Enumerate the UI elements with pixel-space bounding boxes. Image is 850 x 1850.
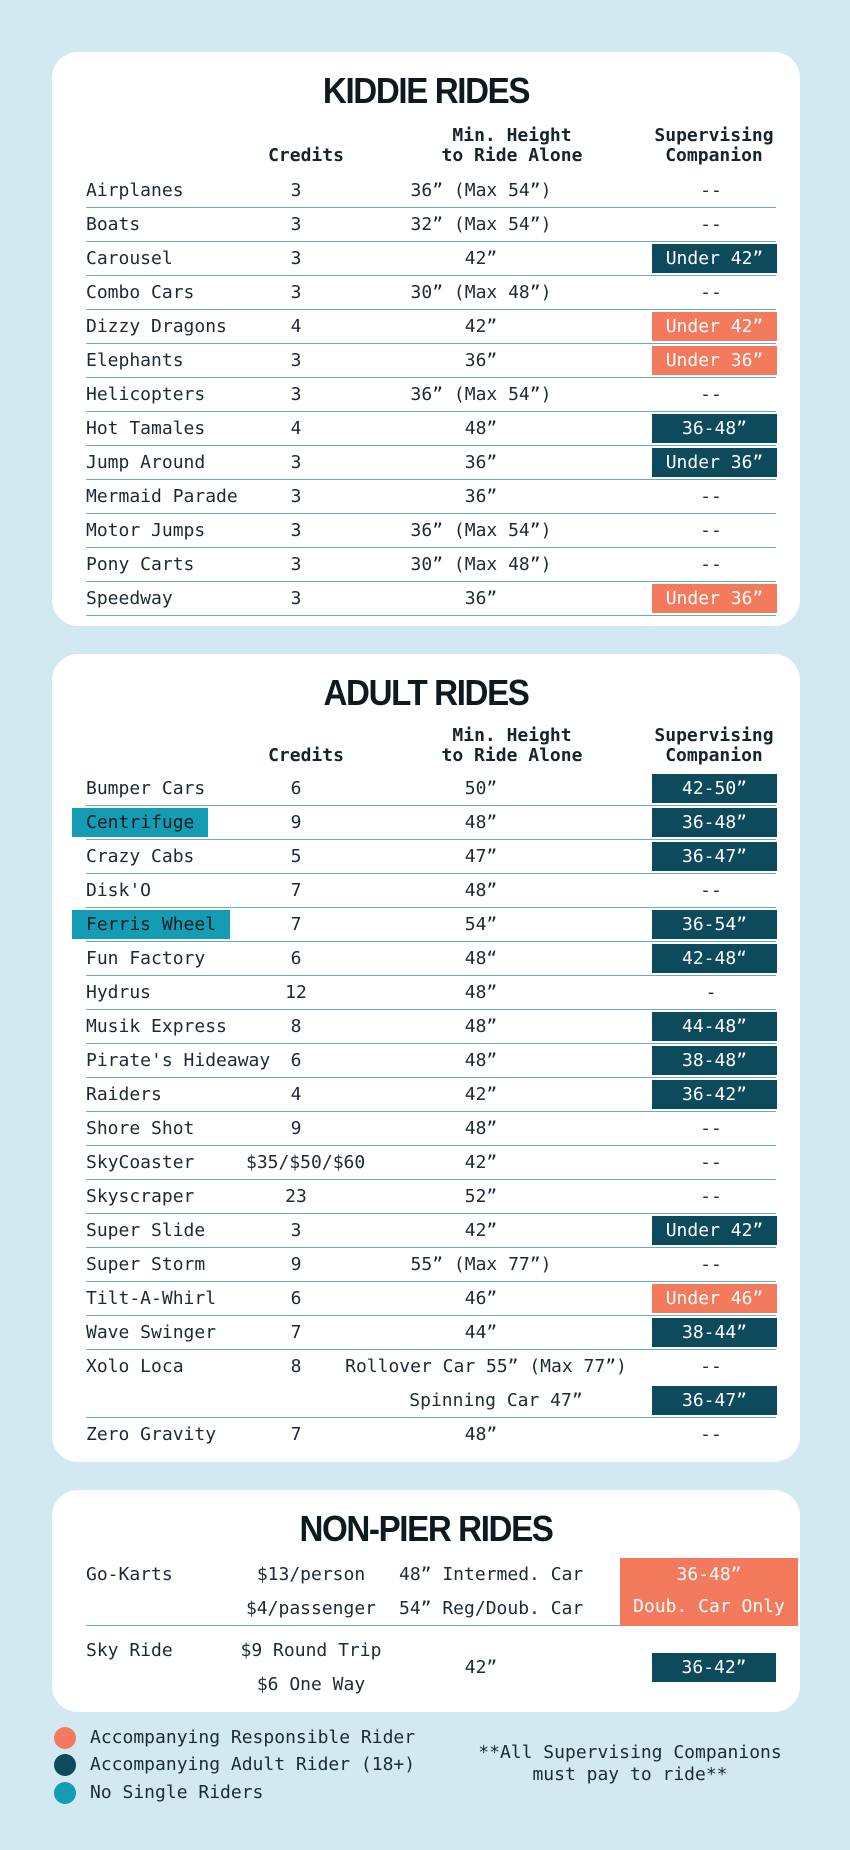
supervision-badge: 36-54” bbox=[652, 910, 777, 939]
ride-height: 48” bbox=[464, 880, 498, 901]
ride-height: 48” bbox=[464, 812, 498, 833]
ride-credits: 9 bbox=[290, 1254, 302, 1275]
table-row-fun-factory bbox=[86, 942, 776, 976]
ride-name: Super Slide bbox=[86, 1220, 206, 1241]
ride-price-one-way: $6 One Way bbox=[256, 1674, 366, 1695]
ride-name: Jump Around bbox=[86, 452, 206, 473]
ride-name: Centrifuge bbox=[86, 812, 195, 833]
ride-price-person: $13/person bbox=[256, 1564, 366, 1585]
ride-height: 48” bbox=[464, 1424, 498, 1445]
ride-supervision: -- bbox=[700, 1424, 722, 1445]
ride-name: Xolo Loca bbox=[86, 1356, 184, 1377]
go-karts-supervision-badge bbox=[620, 1558, 798, 1626]
ride-credits: 4 bbox=[290, 418, 302, 439]
supervision-badge: Under 36” bbox=[652, 448, 777, 477]
ride-name: Skyscraper bbox=[86, 1186, 195, 1207]
ride-name: Hydrus bbox=[86, 982, 152, 1003]
ride-name: Bumper Cars bbox=[86, 778, 206, 799]
kiddie-rides-card bbox=[52, 52, 800, 626]
table-row-skyscraper bbox=[86, 1180, 776, 1214]
ride-credits: 3 bbox=[290, 180, 302, 201]
ride-name: Motor Jumps bbox=[86, 520, 206, 541]
supervising-companion-header: Supervising Companion bbox=[654, 725, 774, 766]
ride-credits: 6 bbox=[290, 778, 302, 799]
min-height-header: Min. Height to Ride Alone bbox=[441, 725, 583, 766]
adult-rides-card bbox=[52, 654, 800, 1462]
ride-supervision: - bbox=[705, 982, 717, 1003]
ride-credits: 7 bbox=[290, 1424, 302, 1445]
ride-height-intermediate: 48” Intermed. Car bbox=[399, 1564, 584, 1585]
ride-height: 42” bbox=[464, 1220, 498, 1241]
ride-name: Zero Gravity bbox=[86, 1424, 217, 1445]
ride-name: Go-Karts bbox=[86, 1564, 173, 1585]
ride-name: Hot Tamales bbox=[86, 418, 206, 439]
ride-name: Ferris Wheel bbox=[86, 914, 217, 935]
supervision-badge: 36-48” bbox=[652, 808, 777, 837]
table-row-mermaid-parade bbox=[86, 480, 776, 514]
supervision-badge: Under 42” bbox=[652, 312, 777, 341]
ride-supervision: -- bbox=[700, 282, 722, 303]
table-row-pony-carts bbox=[86, 548, 776, 582]
table-row-airplanes bbox=[86, 174, 776, 208]
ride-supervision: -- bbox=[700, 1152, 722, 1173]
ride-height: 48“ bbox=[464, 948, 498, 969]
ride-height: 30” (Max 48”) bbox=[410, 554, 552, 575]
legend-coral-label: Accompanying Responsible Rider bbox=[90, 1727, 416, 1748]
coral-legend-icon bbox=[54, 1727, 76, 1749]
ride-credits: 3 bbox=[290, 520, 302, 541]
ride-name: Combo Cars bbox=[86, 282, 195, 303]
ride-height: 54” bbox=[464, 914, 498, 935]
ride-name: Mermaid Parade bbox=[86, 486, 238, 507]
ride-name: SkyCoaster bbox=[86, 1152, 195, 1173]
ride-height: 48” bbox=[464, 1118, 498, 1139]
non-pier-rides-title: NON-PIER RIDES bbox=[299, 1508, 553, 1549]
teal-legend-icon bbox=[54, 1782, 76, 1804]
ride-height: 55” (Max 77”) bbox=[410, 1254, 552, 1275]
table-row-bumper-cars bbox=[86, 772, 776, 806]
ride-supervision: -- bbox=[700, 554, 722, 575]
ride-credits: 3 bbox=[290, 1220, 302, 1241]
ride-credits: 7 bbox=[290, 914, 302, 935]
supervision-badge: 36-42” bbox=[652, 1653, 776, 1682]
ride-credits: 3 bbox=[290, 588, 302, 609]
table-row-xolo-loca-b bbox=[86, 1384, 776, 1418]
table-row-shore-shot bbox=[86, 1112, 776, 1146]
ride-height: 46” bbox=[464, 1288, 498, 1309]
ride-name: Fun Factory bbox=[86, 948, 206, 969]
ride-name: Disk'O bbox=[86, 880, 152, 901]
supervision-note: Doub. Car Only bbox=[633, 1596, 785, 1617]
supervising-companion-header: Supervising Companion bbox=[654, 125, 774, 166]
ride-height-rollover: Rollover Car 55” (Max 77”) bbox=[345, 1356, 627, 1377]
ride-price-passenger: $4/passenger bbox=[245, 1598, 377, 1619]
ride-height: 42” bbox=[464, 1152, 498, 1173]
table-row-elephants bbox=[86, 344, 776, 378]
ride-credits: 7 bbox=[290, 1322, 302, 1343]
ride-height: 36” bbox=[464, 452, 498, 473]
credits-header: Credits bbox=[268, 145, 344, 166]
table-row-pirate-s-hideaway bbox=[86, 1044, 776, 1078]
table-row-xolo-loca-a bbox=[86, 1350, 776, 1384]
table-row-hydrus bbox=[86, 976, 776, 1010]
ride-name: Super Storm bbox=[86, 1254, 206, 1275]
ride-height: 36” bbox=[464, 588, 498, 609]
table-row-tilt-a-whirl bbox=[86, 1282, 776, 1316]
adult-rides-title: ADULT RIDES bbox=[323, 672, 529, 713]
ride-credits: 23 bbox=[285, 1186, 307, 1207]
supervision-badge: 36-48” bbox=[652, 414, 777, 443]
ride-height: 44” bbox=[464, 1322, 498, 1343]
ride-supervision: -- bbox=[700, 1254, 722, 1275]
ride-name: Tilt-A-Whirl bbox=[86, 1288, 217, 1309]
table-row-hot-tamales bbox=[86, 412, 776, 446]
table-row-speedway bbox=[86, 582, 776, 616]
ride-supervision: -- bbox=[700, 180, 722, 201]
table-row-skycoaster bbox=[86, 1146, 776, 1180]
supervision-badge: 36-47” bbox=[652, 842, 777, 871]
ride-height: 48” bbox=[464, 1016, 498, 1037]
table-row-centrifuge bbox=[86, 806, 776, 840]
ride-name: Boats bbox=[86, 214, 141, 235]
ride-credits: 3 bbox=[290, 350, 302, 371]
table-row-zero-gravity bbox=[86, 1418, 776, 1452]
ride-height: 30” (Max 48”) bbox=[410, 282, 552, 303]
ride-credits: 9 bbox=[290, 1118, 302, 1139]
table-row-crazy-cabs bbox=[86, 840, 776, 874]
ride-height: 42” bbox=[464, 1657, 498, 1678]
ride-name: Pony Carts bbox=[86, 554, 195, 575]
ride-supervision: -- bbox=[700, 1186, 722, 1207]
ride-credits: 4 bbox=[290, 316, 302, 337]
ride-height: 42” bbox=[464, 316, 498, 337]
note-line-2: must pay to ride** bbox=[532, 1764, 728, 1785]
ride-supervision: -- bbox=[700, 486, 722, 507]
supervision-badge: 38-48” bbox=[652, 1046, 777, 1075]
ride-height-spinning: Spinning Car 47” bbox=[409, 1390, 583, 1411]
ride-name: Helicopters bbox=[86, 384, 206, 405]
ride-credits: 3 bbox=[290, 452, 302, 473]
table-row-disk-o bbox=[86, 874, 776, 908]
ride-credits: 6 bbox=[290, 1288, 302, 1309]
non-pier-rides-card bbox=[52, 1490, 800, 1712]
ride-name: Pirate's Hideaway bbox=[86, 1050, 271, 1071]
ride-credits: 3 bbox=[290, 486, 302, 507]
ride-height: 52” bbox=[464, 1186, 498, 1207]
note-line-1: **All Supervising Companions bbox=[478, 1742, 782, 1763]
ride-height: 48” bbox=[464, 982, 498, 1003]
ride-name: Elephants bbox=[86, 350, 184, 371]
ride-credits: 8 bbox=[290, 1356, 302, 1377]
ride-credits: 9 bbox=[290, 812, 302, 833]
table-row-dizzy-dragons bbox=[86, 310, 776, 344]
ride-price-round-trip: $9 Round Trip bbox=[240, 1640, 382, 1661]
ride-supervision: -- bbox=[700, 880, 722, 901]
ride-supervision: -- bbox=[700, 520, 722, 541]
dark-legend-icon bbox=[54, 1754, 76, 1776]
ride-height: 42” bbox=[464, 1084, 498, 1105]
supervising-companions-note bbox=[460, 1742, 800, 1786]
ride-credits: 12 bbox=[285, 982, 307, 1003]
ride-height: 50” bbox=[464, 778, 498, 799]
table-row-wave-swinger bbox=[86, 1316, 776, 1350]
ride-height: 36” (Max 54”) bbox=[410, 520, 552, 541]
supervision-badge: 44-48” bbox=[652, 1012, 777, 1041]
ride-height: 36” (Max 54”) bbox=[410, 384, 552, 405]
ride-supervision: -- bbox=[700, 384, 722, 405]
ride-name: Musik Express bbox=[86, 1016, 227, 1037]
min-height-header: Min. Height to Ride Alone bbox=[441, 125, 583, 166]
kiddie-rides-title: KIDDIE RIDES bbox=[322, 70, 530, 111]
ride-credits: 3 bbox=[290, 248, 302, 269]
supervision-badge: 36-42” bbox=[652, 1080, 777, 1109]
table-row-jump-around bbox=[86, 446, 776, 480]
supervision-badge: Under 42” bbox=[652, 244, 777, 273]
ride-height: 32” (Max 54”) bbox=[410, 214, 552, 235]
supervision-badge: 38-44” bbox=[652, 1318, 777, 1347]
table-row-combo-cars bbox=[86, 276, 776, 310]
table-row-raiders bbox=[86, 1078, 776, 1112]
ride-height: 36” bbox=[464, 486, 498, 507]
table-row-musik-express bbox=[86, 1010, 776, 1044]
ride-name: Airplanes bbox=[86, 180, 184, 201]
ride-name: Dizzy Dragons bbox=[86, 316, 227, 337]
supervision-badge: Under 36” bbox=[652, 584, 777, 613]
ride-height: 47” bbox=[464, 846, 498, 867]
ride-height-regular: 54” Reg/Doub. Car bbox=[399, 1598, 584, 1619]
ride-credits: 7 bbox=[290, 880, 302, 901]
ride-name: Sky Ride bbox=[86, 1640, 173, 1661]
ride-name: Speedway bbox=[86, 588, 173, 609]
ride-name: Crazy Cabs bbox=[86, 846, 195, 867]
ride-height: 36” bbox=[464, 350, 498, 371]
supervision-badge: 42-48“ bbox=[652, 944, 777, 973]
ride-credits: $35/$50/$60 bbox=[246, 1152, 366, 1173]
ride-credits: 4 bbox=[290, 1084, 302, 1105]
ride-supervision: -- bbox=[700, 1118, 722, 1139]
table-row-super-slide bbox=[86, 1214, 776, 1248]
ride-height: 36” (Max 54”) bbox=[410, 180, 552, 201]
ride-credits: 3 bbox=[290, 384, 302, 405]
supervision-range: 36-48” bbox=[676, 1564, 742, 1585]
table-row-motor-jumps bbox=[86, 514, 776, 548]
ride-supervision: -- bbox=[700, 214, 722, 235]
ride-name: Shore Shot bbox=[86, 1118, 195, 1139]
supervision-badge: 36-47” bbox=[652, 1386, 777, 1415]
ride-name: Raiders bbox=[86, 1084, 162, 1105]
credits-header: Credits bbox=[268, 745, 344, 766]
table-row-carousel bbox=[86, 242, 776, 276]
ride-height: 42” bbox=[464, 248, 498, 269]
ride-credits: 6 bbox=[290, 1050, 302, 1071]
supervision-badge: Under 36” bbox=[652, 346, 777, 375]
table-row-ferris-wheel bbox=[86, 908, 776, 942]
ride-name: Wave Swinger bbox=[86, 1322, 217, 1343]
ride-credits: 3 bbox=[290, 554, 302, 575]
ride-credits: 3 bbox=[290, 214, 302, 235]
ride-credits: 8 bbox=[290, 1016, 302, 1037]
legend-teal-label: No Single Riders bbox=[90, 1782, 264, 1803]
ride-credits: 3 bbox=[290, 282, 302, 303]
ride-credits: 6 bbox=[290, 948, 302, 969]
table-row-super-storm bbox=[86, 1248, 776, 1282]
supervision-badge: Under 46” bbox=[652, 1284, 777, 1313]
ride-height: 48” bbox=[464, 1050, 498, 1071]
supervision-badge: 42-50” bbox=[652, 774, 777, 803]
ride-credits: 5 bbox=[290, 846, 302, 867]
legend-dark-label: Accompanying Adult Rider (18+) bbox=[90, 1754, 416, 1775]
ride-supervision: -- bbox=[700, 1356, 722, 1377]
ride-height: 48” bbox=[464, 418, 498, 439]
table-row-helicopters bbox=[86, 378, 776, 412]
supervision-badge: Under 42” bbox=[652, 1216, 777, 1245]
ride-name: Carousel bbox=[86, 248, 173, 269]
table-row-boats bbox=[86, 208, 776, 242]
